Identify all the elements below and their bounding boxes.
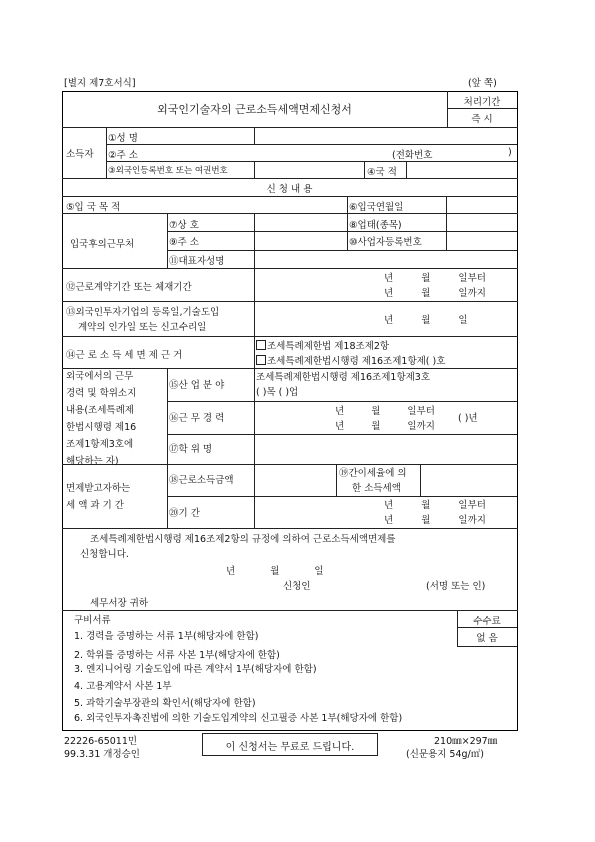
processing-period-label: 처리기간 [463, 97, 501, 108]
document-item: 5. 과학기술부장관의 확인서(해당자에 한함) [74, 698, 256, 709]
exemption-option-1[interactable]: 조세특례제한법 제18조제2항 [256, 338, 389, 352]
section-title: 신 청 내 용 [266, 184, 313, 195]
form-number: [별지 제7호서식] [64, 78, 136, 89]
paper-size: 210㎜×297㎜ [434, 736, 498, 747]
entry-purpose-label: ⑤입 국 목 적 [66, 202, 121, 213]
processing-period-value: 즉 시 [471, 114, 493, 125]
entry-date-label: ⑥입국연월일 [349, 202, 404, 213]
degree-label: ⑰학 위 명 [169, 444, 213, 455]
work-experience-to: 년 월 일까지 [335, 421, 435, 432]
business-reg-number-label: ⑩사업자등록번호 [349, 237, 422, 248]
registration-date-value: 년 월 일 [384, 315, 468, 326]
address-label: ②주 소 [108, 150, 138, 161]
representative-label: ⑪대표자성명 [169, 256, 225, 267]
contract-period-label: ⑫근로계약기간 또는 체재기간 [66, 282, 192, 293]
paper-type: (신문용지 54g/㎡) [406, 749, 484, 760]
declaration-date: 년 월 일 [226, 566, 324, 577]
documents-title: 구비서류 [74, 615, 111, 626]
checkbox-icon [256, 340, 266, 350]
checkbox-icon [256, 355, 266, 365]
workplace-label: 입국후의근무처 [70, 239, 135, 250]
period-from: 년 월 일부터 [384, 500, 486, 511]
work-experience-from: 년 월 일부터 [335, 406, 435, 417]
industry-label: ⑮산 업 분 야 [169, 380, 225, 391]
nationality-field[interactable] [407, 162, 516, 177]
fee-value: 없 음 [476, 633, 498, 644]
phone-label: (전화번호 [392, 150, 433, 161]
declaration-line-1: 조세특례제한법시행령 제16조제2항의 규정에 의하여 근로소득세액면제를 [90, 534, 396, 545]
industry-line-2: ( )목 ( )업 [256, 387, 299, 398]
contract-period-from: 년 월 일부터 [384, 273, 486, 284]
work-experience-label: ⑯근 무 경 력 [169, 413, 225, 424]
simplified-tax-label-1: ⑲간이세율에 의 [339, 468, 407, 479]
business-type-label: ⑧업태(종목) [349, 220, 402, 231]
approval-date: 99.3.31 개정승인 [64, 749, 140, 760]
registration-date-label-1: ⑬외국인투자기업의 등록일,기술도입 [66, 307, 220, 318]
applicant-label: 신청인 [283, 581, 311, 592]
exemption-option-2[interactable]: 조세특례제한법시행령 제16조제1항제( )호 [256, 353, 445, 367]
page-side-label: (앞 쪽) [468, 78, 497, 89]
registration-date-label-2: 계약의 인가일 또는 신고수리일 [78, 322, 207, 333]
form-title: 외국인기술자의 근로소득세액면제신청서 [157, 103, 352, 116]
phone-close: ) [508, 147, 512, 158]
income-amount-label: ⑱근로소득금액 [169, 475, 234, 486]
trade-name-label: ⑦상 호 [169, 220, 199, 231]
document-item: 6. 외국인투자촉진법에 의한 기술도입계약의 신고필증 사본 1부(해당자에 한함) [74, 713, 403, 724]
declaration-line-2: 신청합니다. [80, 549, 129, 560]
document-item: 1. 경력을 증명하는 서류 1부(해당자에 한함) [74, 631, 259, 642]
name-field[interactable] [255, 128, 516, 143]
exemption-period-group-label: 면제받고자하는 세 액 과 기 간 [66, 483, 131, 511]
industry-line-1: 조세특례제한법시행령 제16조제1항제3호 [256, 372, 431, 383]
period-label: ⑳기 간 [169, 508, 200, 519]
contract-period-to: 년 월 일까지 [384, 288, 486, 299]
free-notice: 이 신청서는 무료로 드립니다. [225, 742, 355, 753]
document-item: 2. 학위를 증명하는 서류 사본 1부(해당자에 한함) [74, 650, 280, 661]
form-code: 22226-65011민 [64, 736, 138, 747]
period-to: 년 월 일까지 [384, 515, 486, 526]
fee-label: 수수료 [473, 616, 501, 627]
income-earner-label: 소득자 [66, 149, 94, 160]
addressee: 세무서장 귀하 [90, 598, 149, 609]
registration-number-label: ③외국인등록번호 또는 여권번호 [108, 166, 228, 176]
signature-label: (서명 또는 인) [426, 581, 486, 592]
simplified-tax-label-2: 한 소득세액 [352, 483, 401, 494]
work-experience-years: ( )년 [458, 413, 478, 424]
exemption-basis-label: ⑭근 로 소 득 세 면 제 근 거 [66, 350, 183, 361]
address-field[interactable] [150, 145, 386, 160]
nationality-label: ④국 적 [367, 167, 397, 178]
workplace-address-label: ⑨주 소 [169, 237, 199, 248]
name-label: ①성 명 [108, 133, 138, 144]
career-group-label: 외국에서의 근무 경력 및 학위소지 내용(조세특례제 한법시행령 제16 조제1항제3호에 해당하는 자) [66, 371, 137, 467]
document-item: 4. 고용계약서 사본 1부 [74, 681, 172, 692]
document-item: 3. 엔지니어링 기술도입에 따른 계약서 1부(해당자에 한함) [74, 664, 317, 675]
